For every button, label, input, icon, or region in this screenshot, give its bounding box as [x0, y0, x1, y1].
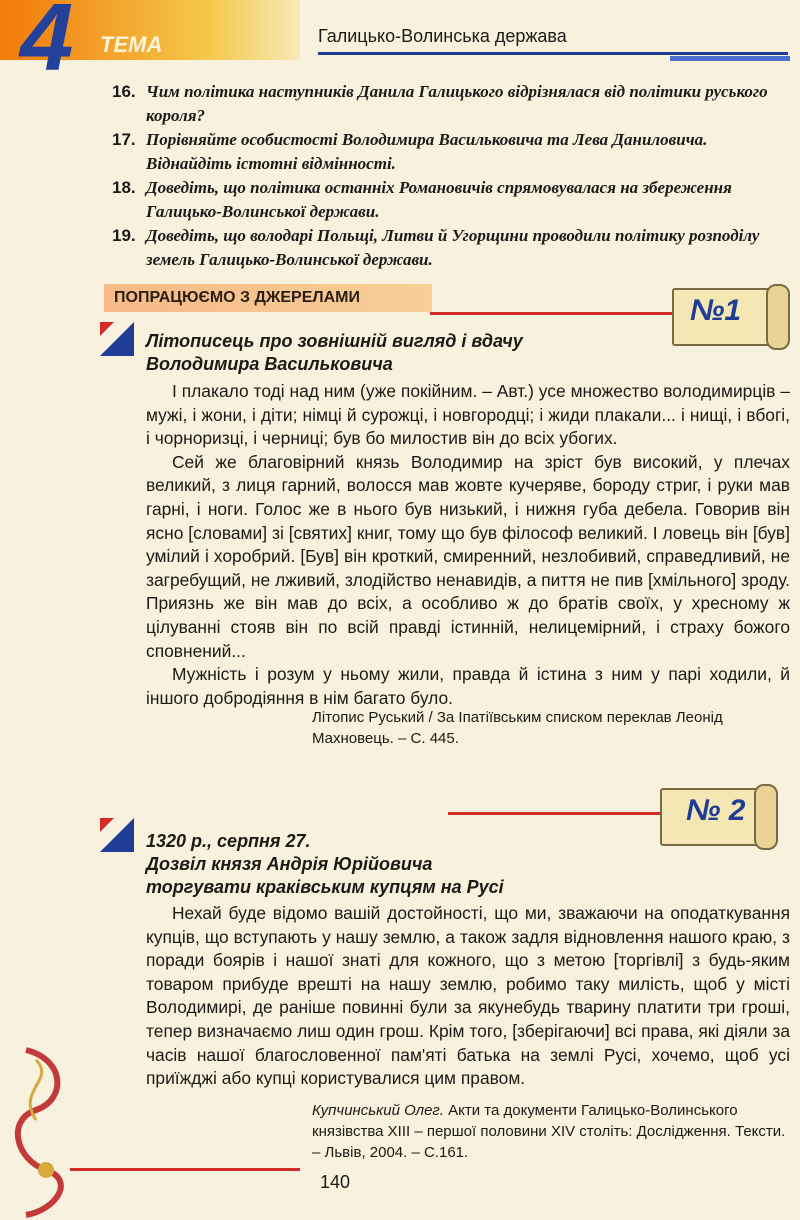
triangle-accent-icon — [100, 322, 114, 336]
question-item — [112, 128, 792, 176]
source1-paragraph: Мужність і розум у ньому жили, правда й істина з ним у парі ходили, й іншого добродіяння в нім багато було. — [146, 664, 790, 708]
page-title: Галицько-Волинська держава — [318, 26, 567, 46]
question-number: 18. — [112, 178, 136, 197]
question-number: 17. — [112, 130, 136, 149]
topic-label: ТЕМА — [100, 32, 163, 57]
source1-text — [146, 380, 790, 710]
section-label — [104, 284, 432, 312]
citation-text: Акти та документи Галицько-Волинського князівства XIII – першої половини XIV століть: Дослідження. Тексти. – Львів, 2004. – С.161. — [312, 1102, 786, 1161]
question-number: 16. — [112, 82, 136, 101]
question-item — [112, 80, 792, 128]
source1-rule — [430, 312, 675, 315]
source2-citation — [312, 1100, 792, 1163]
header-rule-accent — [670, 56, 790, 61]
question-text: Доведіть, що володарі Польщі, Литви й Угорщини проводили політику розподілу земель Галицько-Волинської держави. — [146, 226, 760, 269]
source2-text — [146, 902, 790, 1091]
source1-paragraph: І плакало тоді над ним (уже покійним. – Авт.) усе множество володимирців – мужі, і жони, і діти; німці й сурожці, і новгородці; і жиди плакали... і нищі, і вбогі, і чорноризці, і черниці; був бо милостив він до всіх убогих. — [146, 381, 790, 449]
ornament-icon — [6, 1040, 76, 1220]
source2-badge-label: № 2 — [686, 794, 746, 827]
question-text: Чим політика наступників Данила Галицького відрізнялася від політики руського короля? — [146, 82, 768, 125]
topic-number: 4 — [20, 0, 74, 91]
page-number: 140 — [320, 1172, 351, 1192]
source1-paragraph: Сей же благовірний князь Володимир на зріст був високий, у плечах великий, з лиця гарний, волосся мав жовте кучеряве, бороду стриг, і руки мав гарні, і ноги. Голос же в нього був низький, і нижня губа дебела. Говорив він ясно [словами] зі [святих] книг, тому що був філософ великий. І ловець він [був] умілий і хоробрий. [Був] він кроткий, смиренний, незлобивий, справедливий, не загребущий, не лживий, злодійство ненавидів, а пиття не пив [хмільного] зроду. Приязнь же він мав до всіх, а особливо ж до братів своїх, у хресному ж цілуванні стояв він по всій правді істинній, нелицемірний, і страху божого сповнений... — [146, 451, 790, 661]
question-item — [112, 176, 792, 224]
question-item — [112, 224, 792, 272]
section-label-text: ПОПРАЦЮЄМО З ДЖЕРЕЛАМИ — [114, 289, 361, 306]
footer-rule — [70, 1168, 300, 1171]
header-rule — [318, 52, 788, 55]
source2-heading: 1320 р., серпня 27. Дозвіл князя Андрія Юрійовича торгувати краківським купцям на Русі — [146, 831, 504, 897]
triangle-accent-icon — [100, 818, 114, 832]
source1-heading: Літописець про зовнішній вигляд і вдачу Володимира Васильковича — [146, 331, 523, 374]
source1-citation: Літопис Руський / За Іпатіївським списком переклав Леонід Махновець. – С. 445. — [312, 709, 723, 747]
source1-badge-label: №1 — [690, 294, 742, 327]
question-text: Доведіть, що політика останніх Романовичів спрямовувалася на збереження Галицько-Волинської держави. — [146, 178, 732, 221]
source2-rule — [448, 812, 668, 815]
question-text: Порівняйте особистості Володимира Васильковича та Лева Даниловича. Віднайдіть істотні відмінності. — [146, 130, 708, 173]
source2-paragraph: Нехай буде відомо вашій достойності, що ми, зважаючи на оподаткування купців, що вступають у нашу землю, а також задля відновлення нашого краю, з поради боярів і нашої знаті для кожного, що з метою [торгівлі] з будь-яким товаром прибуде врешті на нашу землю, робимо таку милість, щоб у місті Володимирі, де раніше повинні були за якунебудь тварину платити три гроші, тепер визначаємо лиш один грош. Крім того, [зберігаючи] всі права, які діяли за часів нашої благословенної пам'яті батька на землі Русі, хочемо, щоб усі приїжджі або купці користувалися цим правом. — [146, 903, 790, 1089]
question-number: 19. — [112, 226, 136, 245]
citation-author: Купчинський Олег. — [312, 1102, 444, 1119]
